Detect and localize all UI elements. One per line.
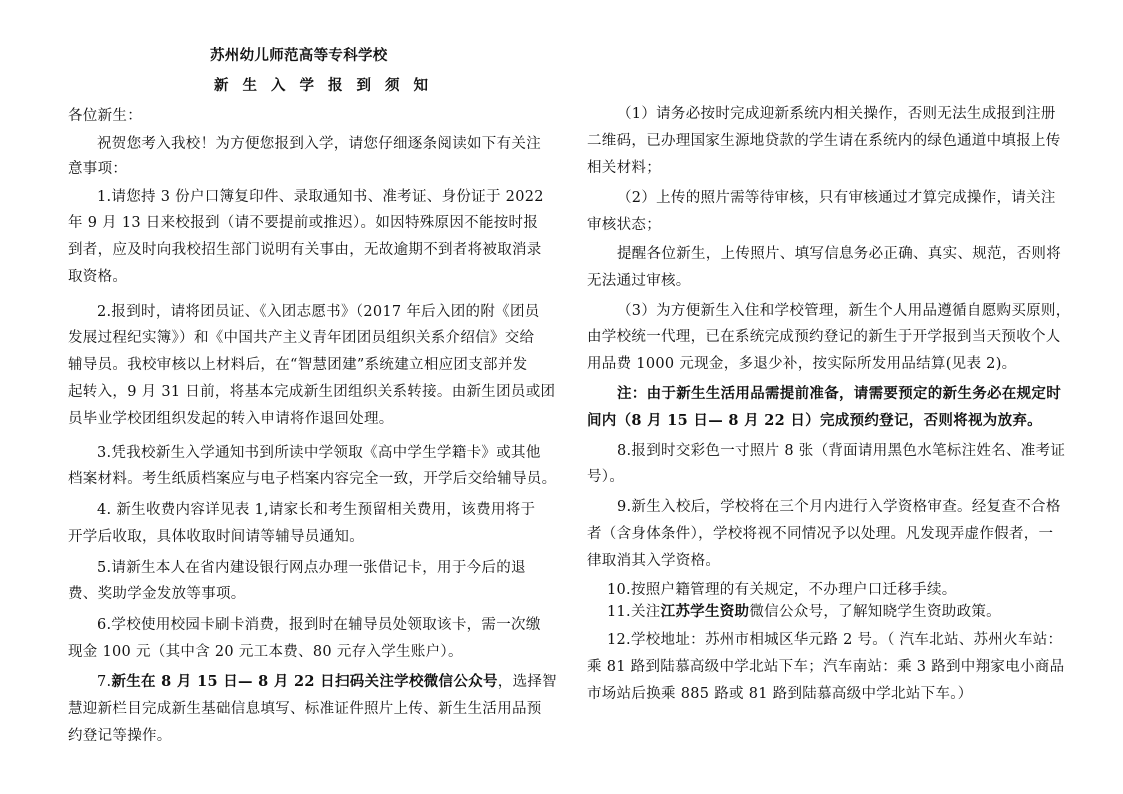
sub3-line: 由学校统一代理，已在系统完成预约登记的新生于开学报到当天预收个人 xyxy=(587,329,1061,345)
remind-line: 无法通过审核。 xyxy=(587,273,691,289)
item1-line: 取资格。 xyxy=(68,269,128,285)
item12-line: 12.学校地址：苏州市相城区华元路 2 号。（ 汽车北站、苏州火车站： xyxy=(607,632,1063,648)
item1-line: 1.请您持 3 份户口簿复印件、录取通知书、准考证、身份证于 2022 xyxy=(97,189,544,205)
sub1-line: （1）请务必按时完成迎新系统内相关操作，否则无法生成报到注册 xyxy=(617,106,1056,122)
item7-line: 约登记等操作。 xyxy=(68,728,172,744)
item7-rest: ，选择智 xyxy=(497,674,557,690)
item9-line: 9.新生入校后，学校将在三个月内进行入学资格审查。经复查不合格 xyxy=(617,499,1061,515)
item2-line: 起转入，9 月 31 日前，将基本完成新生团组织关系转接。由新生团员或团 xyxy=(68,384,556,400)
item6-line: 6.学校使用校园卡刷卡消费，报到时在辅导员处领取该卡，需一次缴 xyxy=(97,617,541,633)
item5-line: 5.请新生本人在省内建设银行网点办理一张借记卡，用于今后的退 xyxy=(97,560,526,576)
item7-bold: 新生在 8 月 15 日— 8 月 22 日扫码关注学校微信公众号 xyxy=(111,673,498,690)
sub1-line: 二维码，已办理国家生源地贷款的学生请在系统内的绿色通道中填报上传 xyxy=(587,133,1061,149)
item4-line: 4. 新生收费内容详见表 1,请家长和考生预留相关费用，该费用将于 xyxy=(97,502,536,518)
item12-line: 乘 81 路到陆慕高级中学北站下车；汽车南站：乘 3 路到中翔家电小商品 xyxy=(587,659,1065,675)
item1-line: 到者，应及时向我校招生部门说明有关事由，无故逾期不到者将被取消录 xyxy=(68,242,542,258)
item12-line: 市场站后换乘 885 路或 81 路到陆慕高级中学北站下车。） xyxy=(587,686,973,702)
item2-line: 发展过程纪实簿》）和《中国共产主义青年团团员组织关系介绍信》交给 xyxy=(68,330,535,346)
sub2-line: 审核状态； xyxy=(587,217,661,233)
item2-line: 辅导员。我校审核以上材料后，在“智慧团建”系统建立相应团支部并发 xyxy=(68,357,528,373)
item7-line xyxy=(97,672,557,692)
item7-line: 慧迎新栏目完成新生基础信息填写、标准证件照片上传、新生生活用品预 xyxy=(68,701,542,717)
intro-line: 祝贺您考入我校！为方便您报到入学，请您仔细逐条阅读如下有关注 xyxy=(97,136,541,152)
greeting: 各位新生： xyxy=(68,108,142,124)
remind-line: 提醒各位新生，上传照片、填写信息务必正确、真实、规范，否则将 xyxy=(617,246,1061,262)
item3-line: 3.凭我校新生入学通知书到所读中学领取《高中学生学籍卡》或其他 xyxy=(97,445,541,461)
item11-rest: 微信公众号，了解知晓学生资助政策。 xyxy=(749,604,1001,620)
item5-line: 费、奖助学金发放等事项。 xyxy=(68,586,246,602)
item9-line: 律取消其入学资格。 xyxy=(587,553,721,569)
item11-bold: 江苏学生资助 xyxy=(660,603,750,620)
sub3-line: （3）为方便新生入住和学校管理，新生个人用品遵循自愿购买原则， xyxy=(617,303,1071,319)
item2-line: 2.报到时，请将团员证、《入团志愿书》（2017 年后入团的附《团员 xyxy=(97,304,540,320)
item11-prefix: 11.关注 xyxy=(607,604,661,620)
item4-line: 开学后收取，具体收取时间请等辅导员通知。 xyxy=(68,529,364,545)
item9-line: 者（含身体条件），学校将视不同情况予以处理。凡发现弄虚作假者，一 xyxy=(587,526,1054,542)
item10-line: 10.按照户籍管理的有关规定，不办理户口迁移手续。 xyxy=(607,582,957,598)
school-name: 苏州幼儿师范高等专科学校 xyxy=(210,48,388,64)
item7-prefix: 7. xyxy=(97,674,112,690)
note-line: 间内（8 月 15 日— 8 月 22 日）完成预约登记，否则将视为放弃。 xyxy=(587,412,1042,429)
item8-line: 8.报到时交彩色一寸照片 8 张（背面请用黑色水笔标注姓名、准考证 xyxy=(617,443,1066,459)
intro-line: 意事项： xyxy=(68,161,128,177)
item1-line: 年 9 月 13 日来校报到（请不要提前或推迟）。如因特殊原因不能按时报 xyxy=(68,215,539,231)
sub3-line: 用品费 1000 元现金，多退少补，按实际所发用品结算(见表 2)。 xyxy=(587,356,1017,372)
item3-line: 档案材料。考生纸质档案应与电子档案内容完全一致，开学后交给辅导员。 xyxy=(68,471,557,487)
item11-line xyxy=(607,602,1001,622)
item2-line: 员毕业学校团组织发起的转入申请将作退回处理。 xyxy=(68,411,394,427)
notice-title: 新生入学报到须知 xyxy=(214,78,442,94)
note-line: 注：由于新生生活用品需提前准备，请需要预定的新生务必在规定时 xyxy=(617,385,1061,402)
item6-line: 现金 100 元（其中含 20 元工本费、80 元存入学生账户）。 xyxy=(68,644,463,660)
sub1-line: 相关材料； xyxy=(587,160,661,176)
sub2-line: （2）上传的照片需等待审核，只有审核通过才算完成操作，请关注 xyxy=(617,190,1056,206)
item8-line: 号）。 xyxy=(587,469,625,485)
